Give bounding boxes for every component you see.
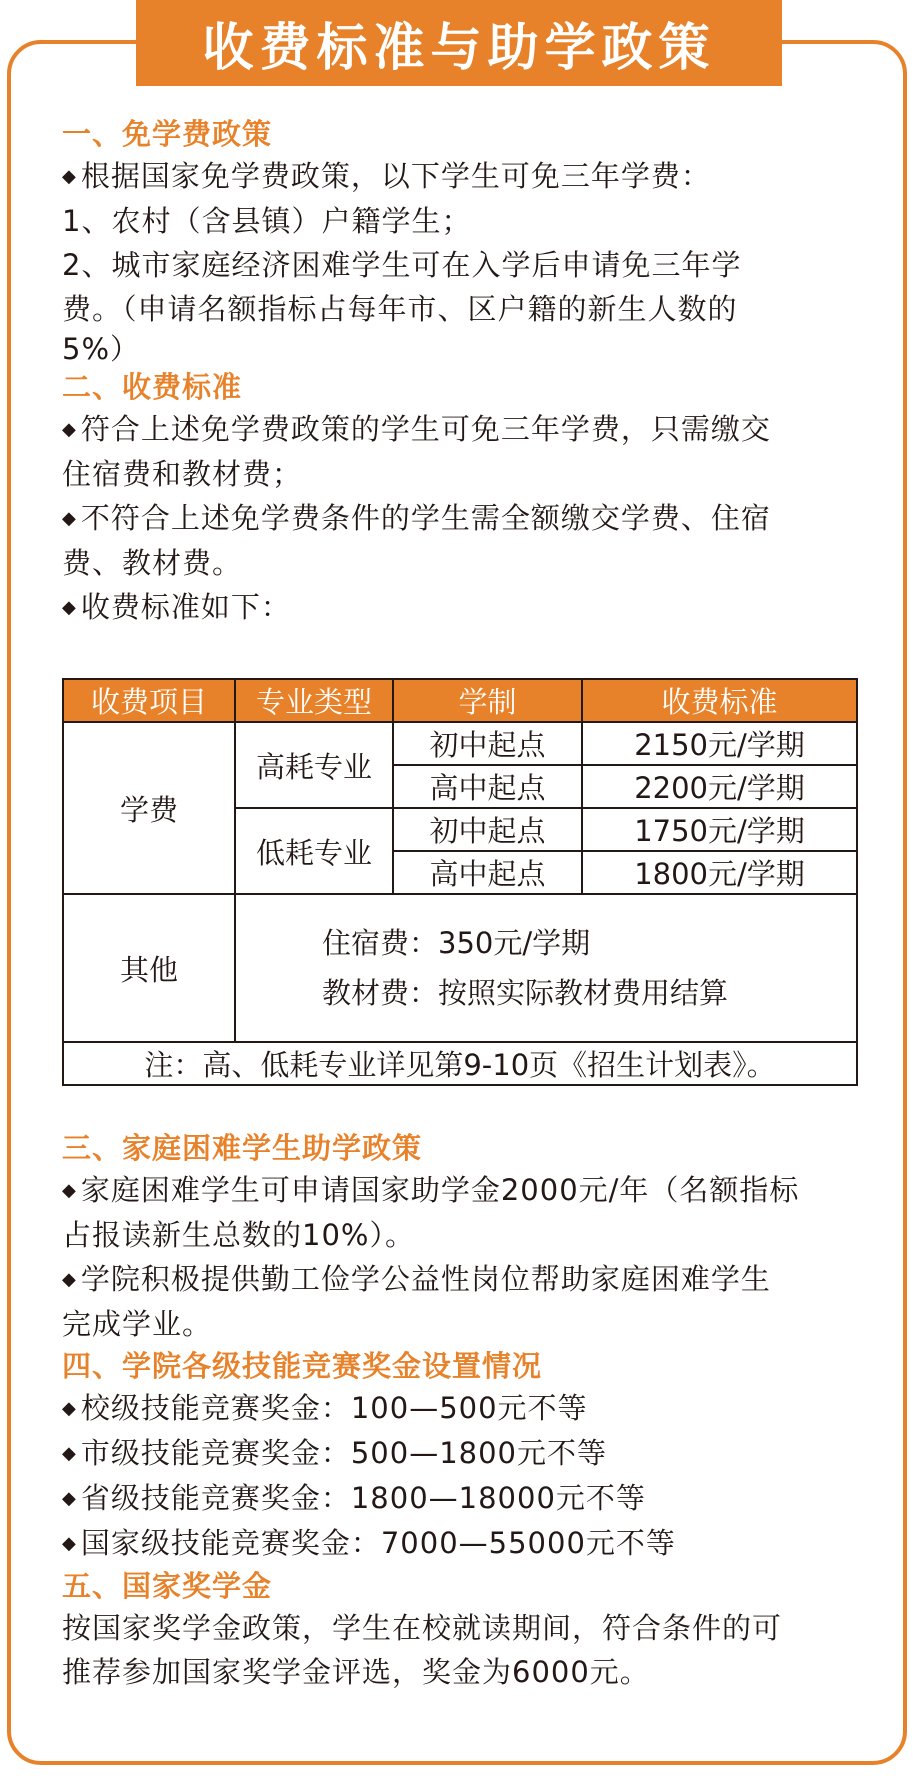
section-1-line: 1、农村（含县镇）户籍学生； [62,204,472,238]
section-4-line: ◆ 省级技能竞赛奖金：1800—18000元不等 [62,1481,646,1515]
section-1-heading: 一、免学费政策 [62,117,273,151]
textbook-fee: 教材费：按照实际教材费用结算 [322,976,729,1010]
lodging-fee: 住宿费：350元/学期 [322,926,591,960]
system-cell: 初中起点 [393,722,582,765]
table-header-row [63,679,857,722]
section-4-line: ◆ 校级技能竞赛奖金：100—500元不等 [62,1391,588,1425]
section-2-line: 住宿费和教材费； [62,457,303,491]
table-row [63,894,857,1042]
table-header: 专业类型 [235,679,393,722]
table-header: 学制 [393,679,582,722]
system-cell: 高中起点 [393,851,582,894]
system-cell: 高中起点 [393,765,582,808]
section-5-heading: 五、国家奖学金 [62,1569,273,1603]
bullet-icon: ◆ [62,166,77,187]
fee-cell: 1750元/学期 [582,808,857,851]
table-note: 注：高、低耗专业详见第9-10页《招生计划表》。 [63,1042,857,1085]
section-3-line: 完成学业。 [62,1307,213,1341]
section-block-bottom [62,1128,862,1694]
bullet-icon: ◆ [62,508,77,529]
section-3-line: ◆ 家庭困难学生可申请国家助学金2000元/年（名额指标 [62,1173,800,1207]
section-2-heading: 二、收费标准 [62,370,243,404]
section-2-line: ◆ 符合上述免学费政策的学生可免三年学费，只需缴交 [62,412,771,446]
section-3-heading: 三、家庭困难学生助学政策 [62,1131,423,1165]
table-header: 收费项目 [63,679,235,722]
fee-cell: 2200元/学期 [582,765,857,808]
fee-cell: 2150元/学期 [582,722,857,765]
section-2-line: ◆ 收费标准如下： [62,590,291,624]
section-1-line: ◆ 根据国家免学费政策，以下学生可免三年学费： [62,159,711,193]
section-4-line: ◆ 国家级技能竞赛奖金：7000—55000元不等 [62,1526,676,1560]
fee-cell: 1800元/学期 [582,851,857,894]
section-4-line: ◆ 市级技能竞赛奖金：500—1800元不等 [62,1436,607,1470]
bullet-icon: ◆ [62,1398,77,1419]
bullet-icon: ◆ [62,1443,77,1464]
other-label: 其他 [63,894,235,1042]
bullet-icon: ◆ [62,419,77,440]
table-header: 收费标准 [582,679,857,722]
bullet-icon: ◆ [62,1180,77,1201]
bullet-icon: ◆ [62,1269,77,1290]
page-title: 收费标准与助学政策 [136,0,782,86]
fee-table [62,678,858,1086]
bullet-icon: ◆ [62,1488,77,1509]
low-cost-label: 低耗专业 [235,808,393,894]
section-1-line: 5%） [62,332,141,366]
section-2-line: ◆ 不符合上述免学费条件的学生需全额缴交学费、住宿 [62,501,771,535]
section-4-heading: 四、学院各级技能竞赛奖金设置情况 [62,1349,543,1383]
bullet-icon: ◆ [62,597,77,618]
bullet-icon: ◆ [62,1533,77,1554]
tuition-label: 学费 [63,722,235,894]
section-3-line: 占报读新生总数的10%）。 [62,1218,415,1252]
section-block-top [62,114,862,630]
table-note-row [63,1042,857,1085]
high-cost-label: 高耗专业 [235,722,393,808]
section-1-line: 2、城市家庭经济困难学生可在入学后申请免三年学 [62,248,742,282]
section-1-line: 费。（申请名额指标占每年市、区户籍的新生人数的 [62,292,738,326]
other-fees-cell [235,894,857,1042]
section-3-line: ◆ 学院积极提供勤工俭学公益性岗位帮助家庭困难学生 [62,1262,771,1296]
system-cell: 初中起点 [393,808,582,851]
section-5-line: 按国家奖学金政策，学生在校就读期间，符合条件的可 [62,1611,783,1645]
table-row [63,722,857,765]
section-5-line: 推荐参加国家奖学金评选，奖金为6000元。 [62,1655,650,1689]
section-2-line: 费、教材费。 [62,546,243,580]
